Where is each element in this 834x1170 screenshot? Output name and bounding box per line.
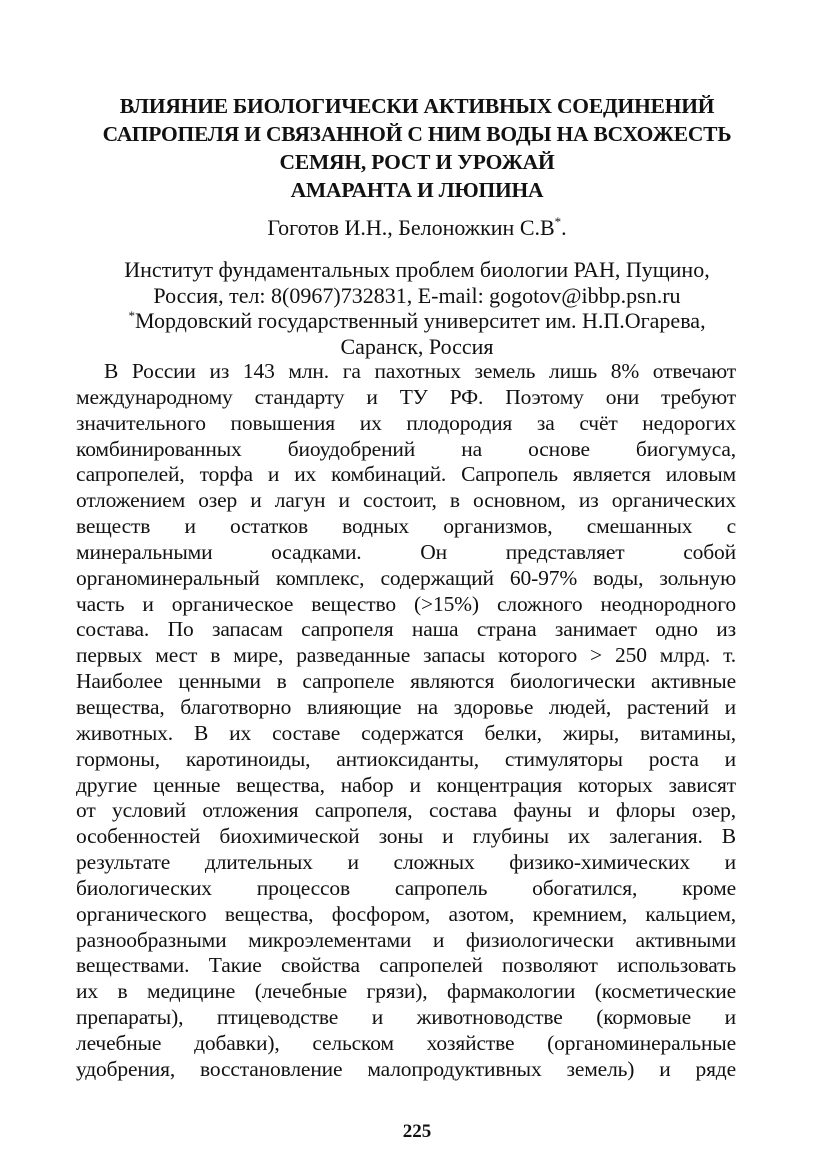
body-line: значительного повышения их плодородия за счёт недорогих (76, 410, 736, 435)
article-title (60, 92, 774, 204)
body-line: результате длительных и сложных физико-химических и (76, 850, 736, 875)
authors-period: . (561, 215, 567, 240)
title-line: СЕМЯН, РОСТ И УРОЖАЙ (279, 150, 555, 174)
body-line: сапропелей, торфа и их комбинаций. Сапропель является иловым (76, 462, 736, 487)
body-line: первых мест в мире, разведанные запасы которого > 250 млрд. т. (76, 643, 736, 668)
affiliation-line: *Мордовский государственный университет им. Н.П.Огарева, (128, 308, 706, 333)
body-line: веществ и остатков водных организмов, смешанных с (76, 514, 736, 539)
authors-names: Гоготов И.Н., Белоножкин С.В (267, 215, 555, 240)
body-line: международному стандарту и ТУ РФ. Поэтому они требуют (76, 384, 736, 409)
body-line: особенностей биохимической зоны и глубины их залегания. В (76, 824, 736, 849)
body-line: разнообразными микроэлементами и физиологически активными (76, 927, 736, 952)
body-line: веществами. Такие свойства сапропелей позволяют использовать (76, 953, 736, 978)
body-line: от условий отложения сапропеля, состава фауны и флоры озер, (76, 798, 736, 823)
affiliation-asterisk: * (128, 308, 135, 323)
body-line: удобрения, восстановление малопродуктивных земель) и ряде (76, 1056, 736, 1081)
body-line: биологических процессов сапропель обогатился, кроме (76, 875, 736, 900)
affiliation-line: Саранск, Россия (340, 333, 494, 359)
body-line: минеральными осадками. Он представляет собой (76, 539, 736, 564)
affiliation-contact: Россия, тел: 8(0967)732831, E-mail: gogotov@ibbp.psn.ru (153, 282, 681, 308)
body-line: препараты), птицеводстве и животноводстве (кормовые и (76, 1005, 736, 1030)
body-line: В России из 143 млн. га пахотных земель лишь 8% отвечают (104, 359, 736, 383)
affiliation-line: Институт фундаментальных проблем биологии РАН, Пущино, (124, 257, 710, 282)
authors-line (60, 214, 774, 242)
body-line: органического вещества, фосфором, азотом, кремнием, кальцием, (76, 901, 736, 926)
body-line: часть и органическое вещество (>15%) сложного неоднородного (76, 591, 736, 616)
body-line: органоминеральный комплекс, содержащий 60-97% воды, зольную (76, 565, 736, 590)
body-line: животных. В их составе содержатся белки, жиры, витамины, (76, 720, 736, 745)
body-line: отложением озер и лагун и состоит, в основном, из органических (76, 488, 736, 513)
body-line: комбинированных биоудобрений на основе биогумуса, (76, 436, 736, 461)
body-line: другие ценные вещества, набор и концентрация которых зависят (76, 772, 736, 797)
body-line: их в медицине (лечебные грязи), фармакологии (косметические (76, 979, 736, 1004)
title-line: ВЛИЯНИЕ БИОЛОГИЧЕСКИ АКТИВНЫХ СОЕДИНЕНИЙ (119, 94, 715, 118)
affiliation-asterisk: * (554, 214, 562, 229)
affiliations (60, 257, 774, 359)
body-line: состава. По запасам сапропеля наша страна занимает одно из (76, 617, 736, 642)
body-line: гормоны, каротиноиды, антиоксиданты, стимуляторы роста и (76, 746, 736, 771)
page-number: 225 (402, 1121, 432, 1142)
body-line: лечебные добавки), сельском хозяйстве (органоминеральные (76, 1030, 736, 1055)
body-line: вещества, благотворно влияющие на здоровье людей, растений и (76, 694, 736, 719)
title-line: САПРОПЕЛЯ И СВЯЗАННОЙ С НИМ ВОДЫ НА ВСХОЖЕСТЬ (102, 122, 732, 146)
title-line: АМАРАНТА И ЛЮПИНА (290, 178, 544, 202)
body-line: Наиболее ценными в сапропеле являются биологически активные (76, 669, 736, 694)
body-paragraph (76, 359, 736, 1083)
